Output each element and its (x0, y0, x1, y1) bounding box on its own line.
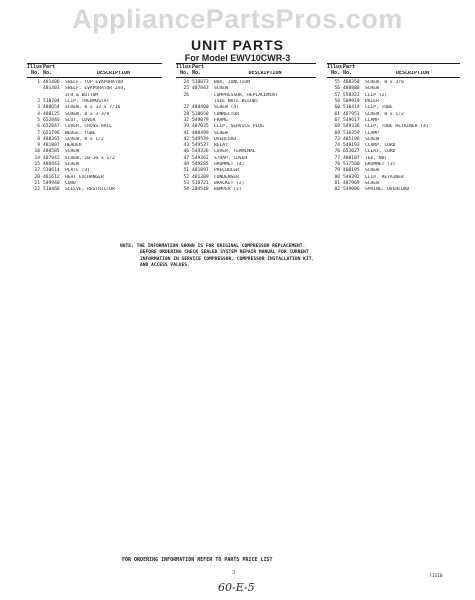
part-description: STRAP, COVER (214, 155, 248, 161)
illus-number: 55 (334, 80, 340, 86)
part-description: PRECOOLER (214, 168, 239, 174)
part-number: 488125 (43, 111, 60, 117)
part-number: 488358 (343, 80, 360, 86)
part-number: 487969 (343, 180, 360, 186)
header-rule (327, 77, 460, 78)
part-number: 549940 (43, 180, 60, 186)
illus-number: 73 (334, 136, 340, 142)
part-description: SCREW (365, 180, 379, 186)
part-number: 549285 (192, 162, 209, 168)
header-no: No. (343, 69, 353, 76)
part-number: 549537 (192, 143, 209, 149)
illus-number: 10 (34, 149, 40, 155)
part-number: 481403 (43, 86, 60, 92)
part-number: 549539 (192, 136, 209, 142)
part-description: CLIP, TUBE (365, 105, 393, 111)
note-line: NOTE: THE INFORMATION SHOWN IS FOR ORIGINAL COMPRESSOR REPLACEMENT. (120, 244, 306, 249)
header-no: No. (330, 69, 340, 76)
header-no: No. (179, 69, 189, 76)
column-header-row (327, 71, 460, 77)
part-number: 653027 (343, 149, 360, 155)
part-description: WEDGE, TUBE (65, 130, 96, 136)
part-description: COVER, CROSS RAIL (65, 124, 113, 130)
illus-number: 3 (37, 105, 40, 111)
part-description: GROMMET (3) (365, 162, 396, 168)
illus-number: 79 (334, 168, 340, 174)
note-line: AND ACCESS VALVES. (140, 262, 190, 268)
model-subtitle: For Model EWV10CWR-3 (184, 53, 291, 63)
part-description: SCREW, 10-16 x 1/2 (65, 155, 115, 161)
page-number: 3 (232, 570, 235, 576)
part-description: SCREW (4) (214, 105, 239, 111)
illus-number: 56 (334, 86, 340, 92)
part-description: SPRING, OVERLOAD (365, 187, 410, 193)
illus-number: 78 (334, 162, 340, 168)
part-description: CONDENSER (214, 174, 239, 180)
illus-number: 57 (334, 92, 340, 98)
part-description: CLAMP, CORD (365, 143, 396, 149)
part-number: 204540 (192, 187, 209, 193)
parts-row (27, 187, 162, 193)
part-number: 517500 (343, 162, 360, 168)
part-number: 488443 (43, 162, 60, 168)
parts-column-1 (27, 63, 162, 194)
part-number: 481897 (192, 168, 209, 174)
part-description: SCREW (65, 149, 79, 155)
illus-number: 8 (37, 136, 40, 142)
part-number: 549392 (343, 174, 360, 180)
part-number: 510614 (43, 168, 60, 174)
part-description: SCREW, 8 x 3/8 (365, 80, 404, 86)
part-number: 487951 (343, 111, 360, 117)
illus-number: 60 (334, 105, 340, 111)
part-number: 481309 (192, 174, 209, 180)
header-part: Part (43, 64, 56, 70)
header-no: No. (43, 69, 53, 76)
illus-number: 2 (37, 99, 40, 105)
part-description: OVERLOAD (214, 136, 237, 142)
part-description: FRAME (214, 117, 228, 123)
part-number: 652847 (43, 124, 60, 130)
page-title: UNIT PARTS (191, 37, 284, 53)
part-description: BRACKET (2) (214, 180, 245, 186)
illus-number: 28 (183, 111, 189, 117)
part-number: 510073 (192, 80, 209, 86)
part-number: 549617 (343, 117, 360, 123)
part-number: 487035 (192, 124, 209, 130)
illus-number: 6 (37, 124, 40, 130)
part-description: TEE, NUT (365, 155, 388, 161)
part-number: 549336 (343, 124, 360, 130)
note-line: BEFORE ORDERING CHECK SEALED SYSTEM REPAIR MANUAL FOR CURRENT (140, 250, 309, 256)
part-number: 550322 (343, 92, 360, 98)
header-part: Part (343, 64, 356, 70)
illus-number: 5 (37, 117, 40, 123)
illus-number: 68 (334, 124, 340, 130)
header-illus: Illus. (176, 64, 195, 70)
part-number: 549086 (343, 187, 360, 193)
part-description: CONNECTOR (214, 111, 239, 117)
illus-number: 17 (34, 168, 40, 174)
part-description: SCREW (65, 162, 79, 168)
illus-number: 47 (183, 155, 189, 161)
part-number: 510414 (343, 105, 360, 111)
part-description: CLEAT, CORD (365, 149, 396, 155)
part-description: (SEE NOTE BELOW) (214, 99, 259, 105)
illus-number: 27 (183, 105, 189, 111)
part-number: 510466 (43, 187, 60, 193)
part-description: RELAY (214, 143, 228, 149)
header-rule (176, 77, 316, 78)
part-description: SCREW, 8 x 1/2 (365, 111, 404, 117)
illus-number: 22 (34, 187, 40, 193)
part-description: CORD (65, 180, 77, 186)
illus-number: 51 (183, 168, 189, 174)
header-illus: Illus. (27, 64, 46, 70)
part-description: SCREW, 8 x 1/2 (65, 136, 104, 142)
part-description: HEAT EXCHANGER (65, 174, 104, 180)
illus-number: 80 (334, 174, 340, 180)
parts-column-3 (327, 63, 460, 194)
illus-number: 1 (37, 80, 40, 86)
illus-number: 32 (183, 117, 189, 123)
compressor-note (120, 244, 420, 269)
part-description: CLIP, TUBE RETAINER (4) (365, 124, 429, 130)
part-number: 487843 (192, 86, 209, 92)
column-header-row (176, 71, 316, 77)
part-description: SCREW (365, 136, 379, 142)
part-description: SCREW (365, 168, 379, 174)
part-description: CLIP, RETAINER (365, 174, 404, 180)
part-description: SCREW, 8 x 32 x 7/16 (65, 105, 121, 111)
illus-number: 39 (183, 124, 189, 130)
header-part: Part (192, 64, 205, 70)
part-number: 488365 (43, 136, 60, 142)
part-number: 510704 (43, 99, 60, 105)
header-description: DESCRIPTION (395, 70, 430, 76)
handwritten-mark: 60-E-5 (218, 581, 255, 594)
parts-row (176, 187, 316, 193)
illus-number: 14 (34, 155, 40, 161)
header-illus: Illus. (327, 64, 346, 70)
part-number: 549362 (192, 155, 209, 161)
part-number: 485196 (343, 136, 360, 142)
part-description: CLIP, SERVICE PLUG (214, 124, 264, 130)
illus-number: 15 (34, 162, 40, 168)
part-number: 488585 (43, 149, 60, 155)
part-description: GROMMET (4) (214, 162, 245, 168)
header-description: DESCRIPTION (248, 70, 282, 76)
column-header-row (27, 71, 162, 77)
part-description: SCREW (365, 86, 379, 92)
part-number: 488400 (192, 105, 209, 111)
document-code: 71310 (429, 574, 443, 579)
part-description: SLOT, COVER (65, 117, 96, 123)
part-number: 510650 (192, 111, 209, 117)
illus-number: 46 (183, 149, 189, 155)
part-number: 549336 (192, 149, 209, 155)
part-description: SHELF, TOP EVAPORATOR (65, 80, 124, 86)
illus-number: 26 (183, 92, 189, 98)
part-description: CLAMP (365, 130, 379, 136)
part-description: SLEEVE, RESTRICTOR (65, 187, 115, 193)
part-number: 488888 (343, 86, 360, 92)
part-description: CLAMP (365, 117, 379, 123)
part-number: 510721 (192, 180, 209, 186)
part-description: PLATE (3) (65, 168, 90, 174)
illus-number: 24 (183, 80, 189, 86)
part-number: 510359 (343, 130, 360, 136)
ordering-footer: FOR ORDERING INFORMATION REFER TO PARTS PRICE LIST (122, 557, 273, 563)
part-description: 3rd & BOTTOM (65, 92, 99, 98)
illus-number: 54 (183, 187, 189, 193)
part-description: COVER, TERMINAL (214, 149, 256, 155)
part-number: 509919 (343, 99, 360, 105)
illus-number: 81 (334, 180, 340, 186)
part-number: 481807 (43, 143, 60, 149)
part-description: BOX, JUNCTION (214, 80, 250, 86)
part-description: SCREW (214, 130, 228, 136)
illus-number: 43 (183, 143, 189, 149)
illus-number: 58 (334, 99, 340, 105)
illus-number: 25 (183, 86, 189, 92)
part-description: DRIER (365, 99, 379, 105)
part-number: 488195 (343, 168, 360, 174)
parts-column-2 (176, 63, 316, 194)
illus-number: 67 (334, 117, 340, 123)
part-number: 481612 (43, 174, 60, 180)
header-description: DESCRIPTION (96, 70, 131, 76)
illus-number: 52 (183, 174, 189, 180)
part-number: 488654 (43, 105, 60, 111)
illus-number: 61 (334, 111, 340, 117)
illus-number: 69 (334, 130, 340, 136)
part-number: 652846 (43, 117, 60, 123)
part-number: 549193 (343, 143, 360, 149)
part-number: 549079 (192, 117, 209, 123)
note-line: INFORMATION IN SERVICE COMPRESSOR, COMPRESSOR INSTALLATION KIT, (140, 256, 315, 262)
illus-number: 82 (334, 187, 340, 193)
part-number: 652796 (43, 130, 60, 136)
illus-number: 48 (183, 162, 189, 168)
part-number: 487942 (43, 155, 60, 161)
part-description: CLIP (2) (365, 92, 388, 98)
part-number: 481406 (43, 80, 60, 86)
part-description: SCREW (214, 86, 228, 92)
illus-number: 77 (334, 155, 340, 161)
watermark: AppliancePartsPros.com (72, 4, 403, 34)
illus-number: 53 (183, 180, 189, 186)
illus-number: 21 (34, 180, 40, 186)
illus-number: 4 (37, 111, 40, 117)
parts-row (327, 187, 460, 193)
part-description: SCREW, 8 x 3-3/8 (65, 111, 110, 117)
header-rule (27, 77, 162, 78)
header-no: No. (192, 69, 202, 76)
part-description: CLIP, THERMOSTAT (65, 99, 110, 105)
part-description: SHELF, EVAPORATOR 2nd, (65, 86, 126, 92)
illus-number: 74 (334, 143, 340, 149)
illus-number: 7 (37, 130, 40, 136)
part-number: 488499 (192, 130, 209, 136)
part-description: HEADER (65, 143, 82, 149)
illus-number: 20 (34, 174, 40, 180)
illus-number: 41 (183, 130, 189, 136)
part-description: BUMPER (2) (214, 187, 242, 193)
part-number: 488187 (343, 155, 360, 161)
illus-number: 42 (183, 136, 189, 142)
illus-number: 76 (334, 149, 340, 155)
header-no: No. (30, 69, 40, 76)
part-description: COMPRESSOR, REPLACEMENT (214, 92, 278, 98)
illus-number: 9 (37, 143, 40, 149)
